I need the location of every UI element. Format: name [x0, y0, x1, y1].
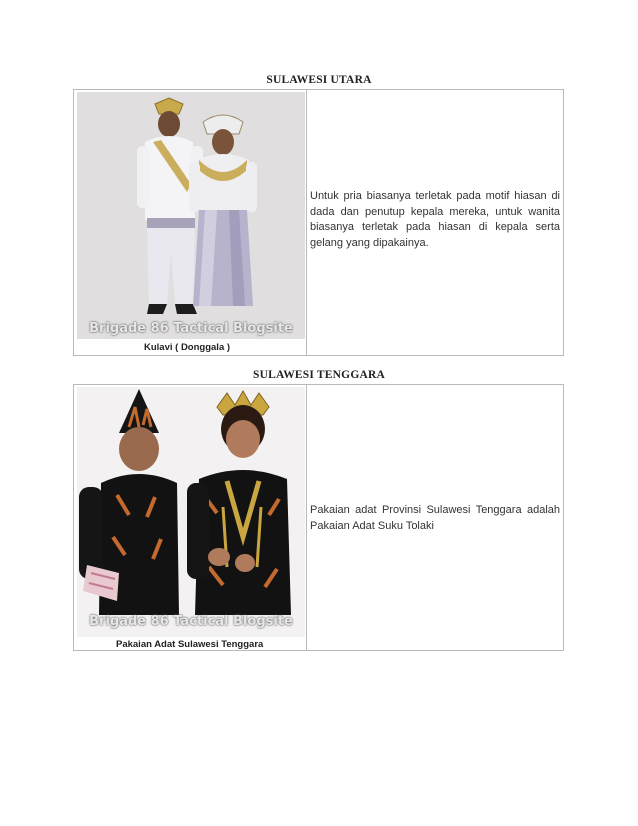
table-sulawesi-utara	[73, 89, 564, 356]
description-sulawesi-utara: Untuk pria biasanya terletak pada motif hiasan di dada dan penutup kepala mereka, untuk wanita biasanya terletak pada hiasan di kepala serta gelang yang dipakainya.	[310, 190, 560, 249]
watermark-text: Brigade 86 Tactical Blogsite	[89, 614, 293, 629]
photo-kulavi-donggala	[77, 92, 305, 339]
photo-caption-kulavi: Kulavi ( Donggala )	[144, 342, 231, 353]
children-traditional-costume-image	[77, 387, 305, 637]
watermark-text: Brigade 86 Tactical Blogsite	[89, 321, 293, 336]
photo-pakaian-adat-sulawesi-tenggara	[77, 387, 305, 637]
photo-caption-sulawesi-tenggara: Pakaian Adat Sulawesi Tenggara	[116, 639, 264, 650]
description-sulawesi-tenggara: Pakaian adat Provinsi Sulawesi Tenggara adalah Pakaian Adat Suku Tolaki	[310, 504, 560, 532]
section-title-sulawesi-tenggara: SULAWESI TENGGARA	[253, 369, 385, 381]
table-sulawesi-tenggara	[73, 384, 564, 651]
table-divider	[306, 385, 307, 650]
section-title-sulawesi-utara: SULAWESI UTARA	[266, 74, 372, 86]
couple-traditional-costume-image	[77, 92, 305, 339]
table-divider	[306, 90, 307, 355]
